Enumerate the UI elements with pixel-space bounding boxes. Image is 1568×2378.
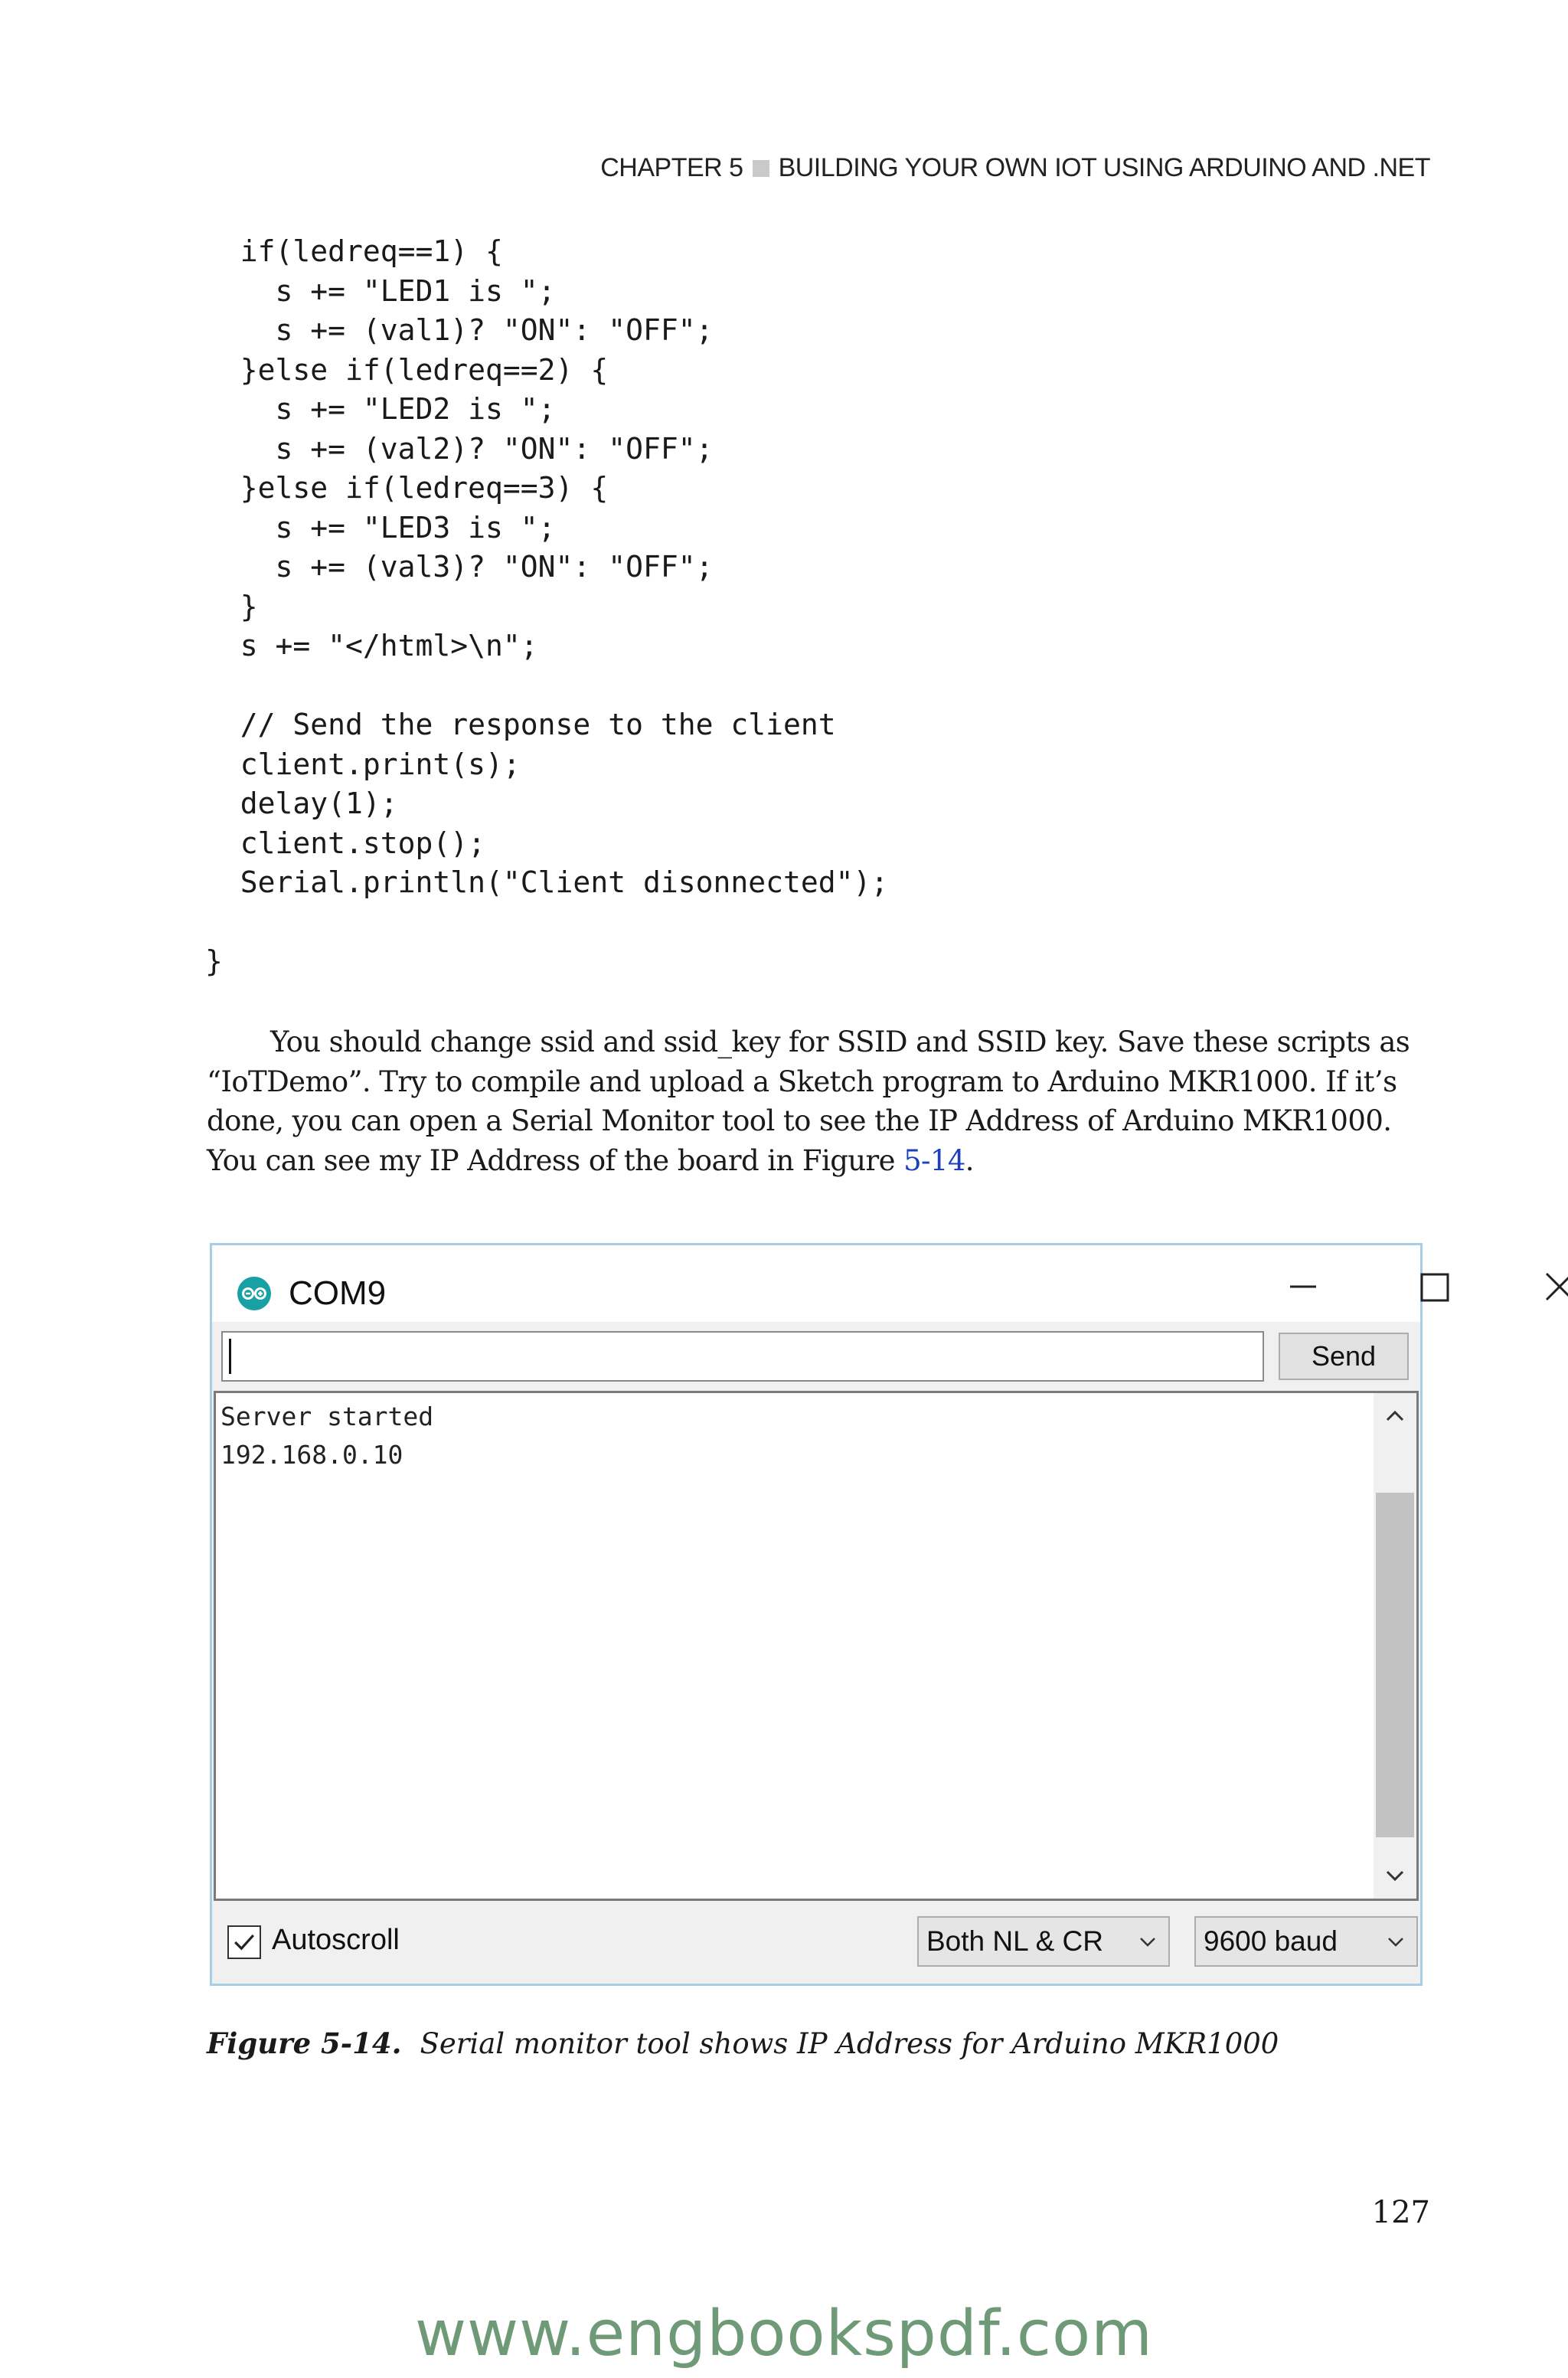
scroll-thumb[interactable] <box>1376 1493 1414 1837</box>
minimize-button[interactable] <box>1269 1261 1338 1314</box>
window-title: COM9 <box>289 1274 387 1312</box>
caption-text: Serial monitor tool shows IP Address for Arduino MKR1000 <box>420 2027 1279 2060</box>
baud-rate-select[interactable] <box>1194 1916 1418 1967</box>
chapter-title: BUILDING YOUR OWN IOT USING ARDUINO AND .NET <box>778 153 1430 182</box>
vertical-scrollbar[interactable] <box>1374 1393 1416 1899</box>
baud-rate-value: 9600 baud <box>1204 1925 1338 1957</box>
checkmark-icon <box>229 1927 260 1958</box>
line-ending-value: Both NL & CR <box>926 1925 1103 1957</box>
running-header <box>600 153 1430 183</box>
serial-output-text: Server started 192.168.0.10 <box>220 1402 434 1470</box>
paragraph-text: You should change ssid and ssid_key for SSID and SSID key. Save these scripts as “IoTDemo”. Try to compile and upload a Sketch program to Arduino MKR1000. If it’s done, you can open a Serial Monitor tool to see the IP Address of Arduino MKR1000. You can see my IP Address of the board in Figure <box>207 1025 1410 1177</box>
chevron-down-icon <box>1384 1930 1407 1953</box>
paragraph-end: . <box>965 1143 974 1177</box>
chapter-label: CHAPTER 5 <box>600 153 743 182</box>
title-bar <box>212 1245 1420 1322</box>
bottom-bar <box>212 1902 1420 1984</box>
send-row <box>212 1322 1420 1392</box>
page-number: 127 <box>1371 2195 1430 2230</box>
autoscroll-label: Autoscroll <box>272 1924 400 1956</box>
send-input[interactable] <box>221 1331 1264 1382</box>
watermark: www.engbookspdf.com <box>414 2298 1153 2370</box>
serial-output-area[interactable] <box>214 1391 1419 1901</box>
send-button[interactable]: Send <box>1279 1333 1409 1380</box>
body-paragraph <box>207 1022 1420 1180</box>
scroll-down-button[interactable] <box>1374 1853 1416 1899</box>
maximize-button[interactable] <box>1399 1261 1468 1314</box>
line-ending-select[interactable] <box>917 1916 1170 1967</box>
close-icon <box>1525 1261 1568 1314</box>
header-separator <box>753 160 769 177</box>
code-listing: if(ledreq==1) { s += "LED1 is "; s += (val1)? "ON": "OFF"; }else if(ledreq==2) { s += "LED2 is "; s += (val2)? "ON": "OFF"; }else if(ledreq==3) { s += "LED3 is "; s += (val3)? "ON": "OFF"; } s += "</html>\n"; // Send the response to the client client.print(s); delay(1); client.stop(); Serial.println("Client disonnected"); } <box>205 234 889 978</box>
chevron-down-icon <box>1384 1868 1406 1883</box>
minimize-icon <box>1269 1261 1338 1314</box>
maximize-icon <box>1399 1261 1468 1314</box>
text-caret <box>229 1339 231 1374</box>
figure-link[interactable]: 5-14 <box>903 1143 965 1177</box>
serial-monitor-window <box>210 1243 1423 1986</box>
arduino-icon <box>237 1276 272 1311</box>
autoscroll-checkbox[interactable] <box>227 1925 261 1959</box>
chevron-down-icon <box>1136 1930 1159 1953</box>
close-button[interactable] <box>1525 1261 1568 1314</box>
figure-caption <box>207 2026 1279 2060</box>
scroll-up-button[interactable] <box>1374 1393 1416 1439</box>
figure-label: Figure 5-14. <box>207 2026 402 2060</box>
chevron-up-icon <box>1384 1408 1406 1424</box>
